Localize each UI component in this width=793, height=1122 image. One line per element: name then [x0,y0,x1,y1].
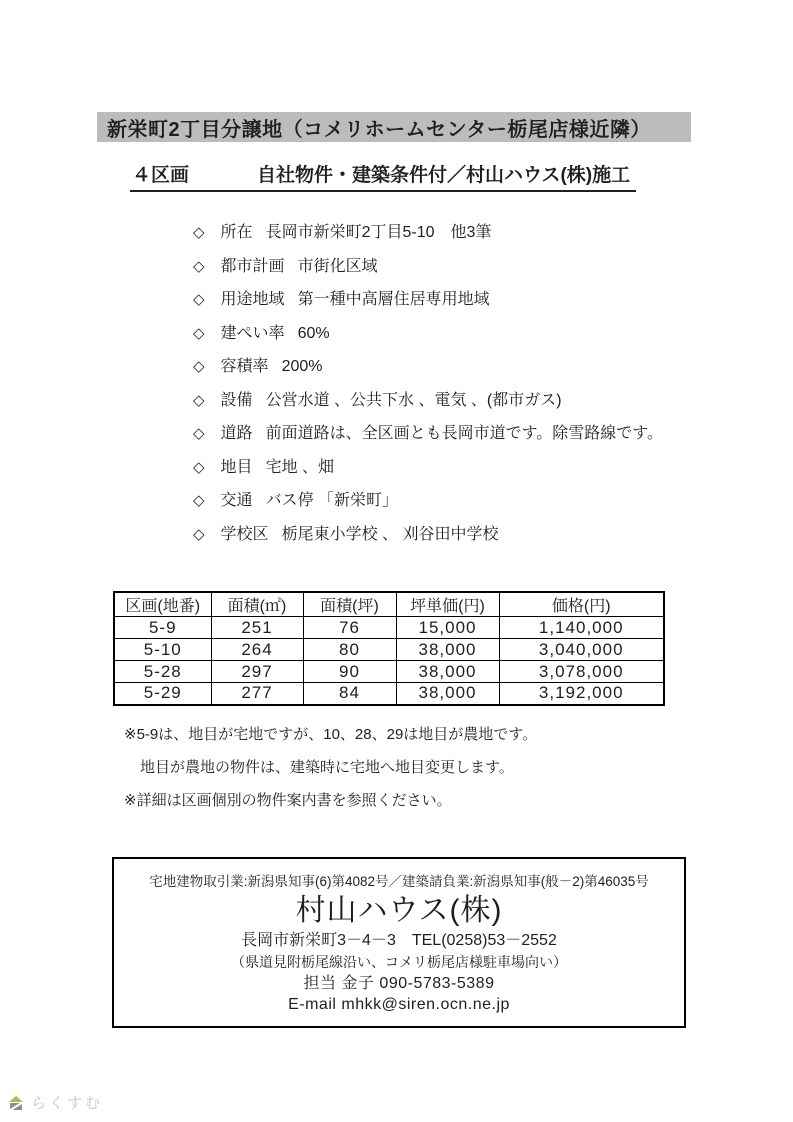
table-cell: 277 [211,683,303,705]
table-cell: 3,192,000 [499,683,664,705]
detail-label: 交通 [220,492,253,509]
note-line: ※5-9は、地目が宅地ですが、10、28、29は地目が農地です。 [124,726,538,743]
table-cell: 297 [211,661,303,683]
table-cell: 90 [303,661,396,683]
table-cell: 76 [303,617,396,639]
watermark-text: らくすむ [31,1095,104,1112]
title-bar [97,112,691,142]
property-detail-item [193,423,663,444]
table-cell: 80 [303,639,396,661]
lot-count: ４区画 [132,165,190,186]
property-detail-item [193,490,663,511]
price-table [113,591,665,706]
detail-label: 建ぺい率 [220,324,285,342]
diamond-bullet-icon: ◇ [193,492,205,509]
table-cell: 5-9 [114,617,211,639]
property-detail-item [193,222,663,243]
detail-value: 公営水道 、公共下水 、電気 、(都市ガス) [265,391,562,409]
property-detail-item [193,356,663,377]
table-column-header: 区画(地番) [114,592,211,617]
detail-value: 60% [297,324,330,342]
subtitle-text: 自社物件・建築条件付／村山ハウス(株)施工 [257,165,631,186]
table-column-header: 価格(円) [499,592,664,617]
property-detail-item [193,524,663,545]
note-line: 地目が農地の物件は、建築時に宅地へ地目変更します。 [140,759,514,776]
diamond-bullet-icon: ◇ [193,291,205,308]
diamond-bullet-icon: ◇ [193,224,205,241]
detail-value: 市街化区域 [297,257,378,275]
company-info-box [112,857,686,1028]
table-row [114,683,664,705]
detail-label: 設備 [220,391,253,409]
table-row [114,639,664,661]
property-detail-item [193,256,663,277]
diamond-bullet-icon: ◇ [193,358,205,375]
diamond-bullet-icon: ◇ [193,391,205,409]
diamond-bullet-icon: ◇ [193,525,205,543]
company-location-note: （県道見附栃尾線沿い、コメリ栃尾店様駐車場向い） [231,954,567,970]
detail-value: 栃尾東小学校 、 刈谷田中学校 [281,525,499,543]
detail-value: 前面道路は、全区画とも長岡市道です。除雪路線です。 [265,425,664,442]
table-cell: 251 [211,617,303,639]
table-cell: 5-10 [114,639,211,661]
detail-label: 学校区 [220,525,269,543]
detail-label: 所在 [220,224,253,241]
diamond-bullet-icon: ◇ [193,458,205,476]
table-row [114,617,664,639]
detail-value: 200% [281,358,323,375]
watermark [8,1092,103,1113]
page-title: 新栄町2丁目分譲地（コメリホームセンター栃尾店様近隣） [107,118,651,141]
table-cell: 3,040,000 [499,639,664,661]
subtitle-line [130,160,636,192]
property-details-list [193,222,663,557]
note-line: ※詳細は区画個別の物件案内書を参照ください。 [124,792,452,809]
table-column-header: 坪単価(円) [396,592,499,617]
table-cell: 38,000 [396,683,499,705]
property-detail-item [193,323,663,344]
detail-value: 第一種中高層住居専用地域 [297,291,490,308]
price-table-header-row [114,592,664,617]
diamond-bullet-icon: ◇ [193,257,205,275]
table-cell: 1,140,000 [499,617,664,639]
company-address-tel: 長岡市新栄町3－4－3 TEL(0258)53－2552 [241,932,557,949]
table-cell: 3,078,000 [499,661,664,683]
company-contact: 担当 金子 090-5783-5389 [303,975,495,992]
table-cell: 5-29 [114,683,211,705]
license-line: 宅地建物取引業:新潟県知事(6)第4082号／建築請負業:新潟県知事(般－2)第46035号 [149,874,649,889]
detail-label: 地目 [220,458,253,476]
company-name: 村山ハウス(株) [295,894,503,927]
table-column-header: 面積(㎡) [211,592,303,617]
table-cell: 5-28 [114,661,211,683]
table-cell: 38,000 [396,639,499,661]
table-cell: 264 [211,639,303,661]
table-cell: 84 [303,683,396,705]
house-icon [8,1095,24,1111]
detail-label: 容積率 [220,358,269,375]
property-detail-item [193,289,663,310]
diamond-bullet-icon: ◇ [193,324,205,342]
property-detail-item [193,457,663,478]
table-cell: 38,000 [396,661,499,683]
detail-label: 道路 [220,425,253,442]
diamond-bullet-icon: ◇ [193,425,205,442]
notes-section [124,724,537,823]
property-detail-item [193,390,663,411]
detail-value: バス停 「新栄町」 [265,492,399,509]
detail-label: 都市計画 [220,257,285,275]
detail-value: 宅地 、畑 [265,458,335,476]
table-cell: 15,000 [396,617,499,639]
table-row [114,661,664,683]
detail-label: 用途地域 [220,291,285,308]
detail-value: 長岡市新栄町2丁目5-10 他3筆 [265,224,492,241]
company-email: E-mail mhkk@siren.ocn.ne.jp [288,996,510,1013]
table-column-header: 面積(坪) [303,592,396,617]
